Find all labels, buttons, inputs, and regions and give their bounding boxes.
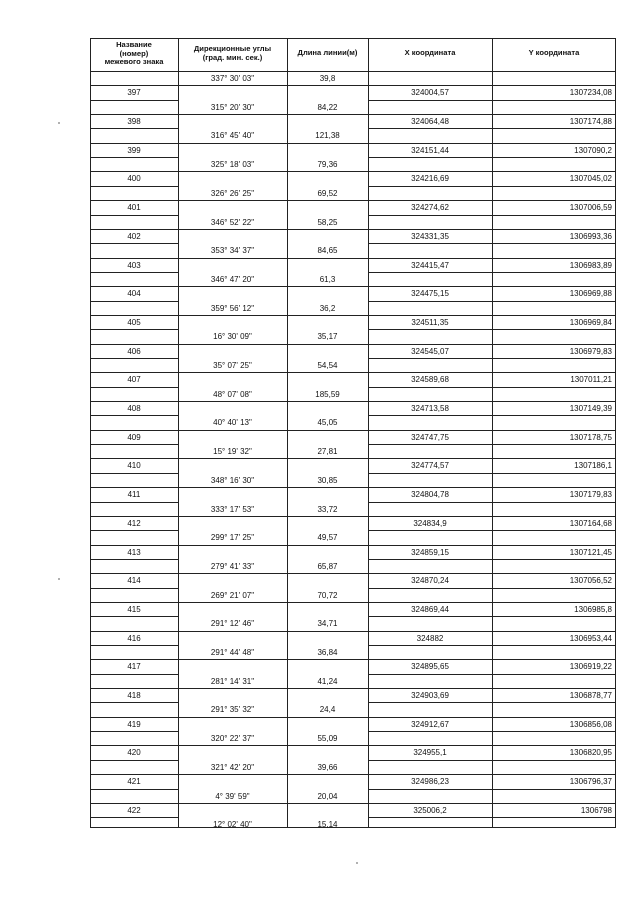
point-divider-xy xyxy=(368,645,616,646)
segment-divider xyxy=(178,602,368,603)
point-divider-name xyxy=(90,760,178,761)
point-name-cell: 405 xyxy=(127,317,141,327)
point-divider-xy xyxy=(368,286,616,287)
point-divider-name xyxy=(90,372,178,373)
x-coordinate-cell: 324869,44 xyxy=(411,604,449,614)
point-divider-name xyxy=(90,516,178,517)
line-length-cell: 33,72 xyxy=(317,504,338,514)
point-divider-xy xyxy=(368,301,616,302)
y-coordinate-cell: 1307186,1 xyxy=(574,461,612,471)
point-name-cell: 403 xyxy=(127,260,141,270)
line-length-cell: 36,2 xyxy=(319,303,336,313)
header-point-name xyxy=(90,41,178,67)
x-coordinate-cell: 324064,48 xyxy=(411,117,449,127)
point-name-cell: 412 xyxy=(127,518,141,528)
header-point-name-line: Название xyxy=(116,40,152,49)
point-name-cell: 413 xyxy=(127,547,141,557)
point-name-cell: 407 xyxy=(127,375,141,385)
x-coordinate-cell: 324216,69 xyxy=(411,174,449,184)
x-coordinate-cell: 324274,62 xyxy=(411,203,449,213)
x-coordinate-cell: 324870,24 xyxy=(411,576,449,586)
y-coordinate-cell: 1307006,59 xyxy=(569,203,612,213)
point-divider-xy xyxy=(368,258,616,259)
point-divider-xy xyxy=(368,344,616,345)
y-coordinate-cell: 1306820,95 xyxy=(569,748,612,758)
point-divider-xy xyxy=(368,430,616,431)
point-divider-xy xyxy=(368,659,616,660)
line-length-cell: 54,54 xyxy=(317,361,338,370)
line-length-cell: 36,84 xyxy=(317,648,338,657)
line-length-cell: 24,4 xyxy=(319,705,336,715)
y-coordinate-cell: 1307045,02 xyxy=(569,174,612,184)
point-divider-xy xyxy=(368,717,616,718)
point-divider-xy xyxy=(368,473,616,474)
point-name-cell: 397 xyxy=(127,88,141,98)
line-length-cell: 55,09 xyxy=(317,734,338,744)
point-divider-xy xyxy=(368,329,616,330)
point-divider-name xyxy=(90,344,178,345)
point-name-cell: 406 xyxy=(127,346,141,356)
line-length-cell: 185,59 xyxy=(315,389,340,399)
line-length-cell: 61,3 xyxy=(319,274,336,284)
y-coordinate-cell: 1307164,68 xyxy=(569,518,612,528)
point-divider-name xyxy=(90,645,178,646)
x-coordinate-cell: 324545,07 xyxy=(411,346,449,356)
x-coordinate-cell: 324882 xyxy=(416,633,444,643)
direction-angle-cell: 48° 07' 08" xyxy=(213,389,252,399)
segment-divider xyxy=(178,631,368,632)
direction-angle-cell: 315° 20' 30" xyxy=(210,102,255,112)
point-divider-name xyxy=(90,631,178,632)
segment-divider xyxy=(178,114,368,115)
x-coordinate-cell: 324912,67 xyxy=(411,719,449,729)
point-name-cell: 419 xyxy=(127,719,141,729)
segment-divider xyxy=(178,487,368,488)
line-length-cell: 58,25 xyxy=(317,217,338,227)
segment-divider xyxy=(178,344,368,345)
point-divider-name xyxy=(90,401,178,402)
direction-angle-cell: 325° 18' 03" xyxy=(210,160,255,170)
direction-angle-cell: 291° 35' 32" xyxy=(210,705,255,715)
point-divider-xy xyxy=(368,559,616,560)
direction-angle-cell: 337° 30' 03" xyxy=(210,74,255,83)
point-name-cell: 417 xyxy=(127,662,141,672)
y-coordinate-cell: 1306985,8 xyxy=(574,604,612,614)
segment-divider xyxy=(178,745,368,746)
x-coordinate-cell: 324986,23 xyxy=(411,777,449,787)
point-divider-xy xyxy=(368,85,616,86)
direction-angle-cell: 353° 34' 37" xyxy=(210,246,255,256)
point-divider-xy xyxy=(368,444,616,445)
y-coordinate-cell: 1307090,2 xyxy=(574,145,612,155)
line-length-cell: 79,36 xyxy=(317,160,338,170)
point-divider-xy xyxy=(368,530,616,531)
header-direction-angles-line: Дирекционные углы xyxy=(193,44,272,53)
segment-divider xyxy=(178,401,368,402)
point-divider-name xyxy=(90,215,178,216)
point-divider-name xyxy=(90,415,178,416)
direction-angle-cell: 299° 17' 25" xyxy=(210,533,255,543)
segment-divider xyxy=(178,229,368,230)
point-divider-name xyxy=(90,530,178,531)
point-divider-name xyxy=(90,143,178,144)
y-coordinate-cell: 1307178,75 xyxy=(569,432,612,442)
point-divider-xy xyxy=(368,157,616,158)
point-divider-name xyxy=(90,358,178,359)
y-coordinate-cell: 1306919,22 xyxy=(569,662,612,672)
header-y-coordinate: Y координата xyxy=(528,48,580,57)
point-name-cell: 421 xyxy=(127,777,141,787)
point-divider-name xyxy=(90,444,178,445)
line-length-cell: 39,66 xyxy=(317,762,338,772)
line-length-cell: 49,57 xyxy=(317,533,338,543)
y-coordinate-cell: 1307179,83 xyxy=(569,490,612,500)
table-top-border xyxy=(90,38,616,39)
point-divider-name xyxy=(90,128,178,129)
y-coordinate-cell: 1306798 xyxy=(580,805,612,815)
x-coordinate-cell: 324589,68 xyxy=(411,375,449,385)
segment-divider xyxy=(178,458,368,459)
header-point-name-line: (номер) xyxy=(119,48,149,58)
y-coordinate-cell: 1306856,08 xyxy=(569,719,612,729)
x-coordinate-cell: 324151,44 xyxy=(411,145,449,155)
line-length-cell: 30,85 xyxy=(317,475,338,485)
point-name-cell: 414 xyxy=(127,576,141,586)
point-divider-name xyxy=(90,559,178,560)
point-divider-name xyxy=(90,473,178,474)
point-divider-name xyxy=(90,745,178,746)
line-length-cell: 69,52 xyxy=(317,188,338,198)
segment-divider xyxy=(178,171,368,172)
segment-divider xyxy=(178,85,368,86)
point-divider-name xyxy=(90,286,178,287)
segment-divider xyxy=(178,315,368,316)
direction-angle-cell: 15° 19' 32" xyxy=(213,447,252,457)
segment-divider xyxy=(178,286,368,287)
segment-divider xyxy=(178,200,368,201)
point-divider-name xyxy=(90,588,178,589)
y-coordinate-cell: 1306979,83 xyxy=(569,346,612,356)
point-divider-xy xyxy=(368,588,616,589)
y-coordinate-cell: 1306953,44 xyxy=(569,633,612,643)
point-divider-name xyxy=(90,157,178,158)
x-coordinate-cell: 324804,78 xyxy=(411,490,449,500)
x-coordinate-cell: 324713,58 xyxy=(411,404,449,414)
direction-angle-cell: 291° 12' 46" xyxy=(210,619,255,629)
line-length-cell: 35,17 xyxy=(317,332,338,342)
point-divider-xy xyxy=(368,358,616,359)
y-coordinate-cell: 1306969,88 xyxy=(569,289,612,299)
point-name-cell: 400 xyxy=(127,174,141,184)
segment-divider xyxy=(178,372,368,373)
y-coordinate-cell: 1307121,45 xyxy=(569,547,612,557)
point-name-cell: 416 xyxy=(127,633,141,643)
point-divider-name xyxy=(90,674,178,675)
point-divider-name xyxy=(90,315,178,316)
y-coordinate-cell: 1306878,77 xyxy=(569,691,612,701)
point-divider-xy xyxy=(368,803,616,804)
segment-divider xyxy=(178,717,368,718)
point-divider-xy xyxy=(368,243,616,244)
point-divider-name xyxy=(90,171,178,172)
line-length-cell: 27,81 xyxy=(317,447,338,457)
point-divider-name xyxy=(90,502,178,503)
y-coordinate-cell: 1307174,88 xyxy=(569,117,612,127)
y-coordinate-cell: 1306993,36 xyxy=(569,231,612,241)
direction-angle-cell: 346° 47' 20" xyxy=(210,274,255,284)
point-divider-xy xyxy=(368,401,616,402)
line-length-cell: 20,04 xyxy=(317,791,338,801)
direction-angle-cell: 320° 22' 37" xyxy=(210,734,255,744)
segment-divider xyxy=(178,430,368,431)
point-divider-xy xyxy=(368,631,616,632)
x-coordinate-cell: 325006,2 xyxy=(413,805,447,815)
point-divider-xy xyxy=(368,114,616,115)
direction-angle-cell: 269° 21' 07" xyxy=(210,590,255,600)
point-divider-xy xyxy=(368,688,616,689)
line-length-cell: 70,72 xyxy=(317,590,338,600)
point-divider-xy xyxy=(368,229,616,230)
direction-angle-cell: 348° 16' 30" xyxy=(210,475,255,485)
point-divider-name xyxy=(90,100,178,101)
point-divider-name xyxy=(90,717,178,718)
point-divider-xy xyxy=(368,502,616,503)
point-name-cell: 409 xyxy=(127,432,141,442)
line-length-cell: 121,38 xyxy=(315,131,340,141)
x-coordinate-cell: 324475,15 xyxy=(411,289,449,299)
point-divider-name xyxy=(90,272,178,273)
point-divider-xy xyxy=(368,415,616,416)
table-header-divider xyxy=(90,71,616,72)
point-name-cell: 404 xyxy=(127,289,141,299)
y-coordinate-cell: 1307056,52 xyxy=(569,576,612,586)
point-divider-xy xyxy=(368,171,616,172)
point-divider-xy xyxy=(368,674,616,675)
x-coordinate-cell: 324834,9 xyxy=(413,518,447,528)
direction-angle-cell: 333° 17' 53" xyxy=(210,504,255,514)
segment-divider xyxy=(178,573,368,574)
segment-divider xyxy=(178,659,368,660)
point-divider-name xyxy=(90,243,178,244)
header-direction-angles xyxy=(178,45,287,62)
direction-angle-cell: 279° 41' 33" xyxy=(210,561,255,571)
header-direction-angles-line: (град. мин. сек.) xyxy=(202,52,263,62)
x-coordinate-cell: 324955,1 xyxy=(413,748,447,758)
point-divider-name xyxy=(90,688,178,689)
point-name-cell: 408 xyxy=(127,404,141,414)
point-divider-name xyxy=(90,301,178,302)
point-divider-xy xyxy=(368,315,616,316)
point-divider-name xyxy=(90,200,178,201)
point-divider-xy xyxy=(368,745,616,746)
point-divider-xy xyxy=(368,200,616,201)
point-divider-xy xyxy=(368,387,616,388)
header-x-coordinate: X координата xyxy=(404,48,456,57)
point-divider-xy xyxy=(368,789,616,790)
point-divider-name xyxy=(90,329,178,330)
point-divider-xy xyxy=(368,817,616,818)
line-length-cell: 41,24 xyxy=(317,676,338,686)
point-divider-xy xyxy=(368,545,616,546)
point-divider-name xyxy=(90,85,178,86)
point-name-cell: 415 xyxy=(127,604,141,614)
point-name-cell: 401 xyxy=(127,203,141,213)
direction-angle-cell: 359° 56' 12" xyxy=(210,303,255,313)
x-coordinate-cell: 324903,69 xyxy=(411,691,449,701)
point-name-cell: 410 xyxy=(127,461,141,471)
x-coordinate-cell: 324331,35 xyxy=(411,231,449,241)
point-divider-name xyxy=(90,731,178,732)
y-coordinate-cell: 1306983,89 xyxy=(569,260,612,270)
point-name-cell: 398 xyxy=(127,117,141,127)
line-length-cell: 84,65 xyxy=(317,246,338,256)
line-length-cell: 15,14 xyxy=(317,820,338,830)
line-length-cell: 45,05 xyxy=(317,418,338,428)
segment-divider xyxy=(178,688,368,689)
scan-speck xyxy=(58,122,60,124)
header-line-length: Длина линии(м) xyxy=(297,48,358,57)
y-coordinate-cell: 1307149,39 xyxy=(569,404,612,414)
point-divider-name xyxy=(90,602,178,603)
x-coordinate-cell: 324895,65 xyxy=(411,662,449,672)
point-name-cell: 420 xyxy=(127,748,141,758)
point-divider-name xyxy=(90,659,178,660)
point-divider-name xyxy=(90,702,178,703)
x-coordinate-cell: 324004,57 xyxy=(411,88,449,98)
point-divider-name xyxy=(90,616,178,617)
point-divider-xy xyxy=(368,458,616,459)
point-divider-xy xyxy=(368,128,616,129)
line-length-cell: 84,22 xyxy=(317,102,338,112)
segment-divider xyxy=(178,143,368,144)
line-length-cell: 39,8 xyxy=(319,74,336,83)
point-divider-xy xyxy=(368,731,616,732)
scan-speck xyxy=(58,578,60,580)
point-divider-name xyxy=(90,803,178,804)
point-divider-xy xyxy=(368,186,616,187)
x-coordinate-cell: 324415,47 xyxy=(411,260,449,270)
point-name-cell: 422 xyxy=(127,805,141,815)
point-name-cell: 418 xyxy=(127,691,141,701)
point-divider-xy xyxy=(368,616,616,617)
direction-angle-cell: 291° 44' 48" xyxy=(210,648,255,657)
point-divider-xy xyxy=(368,702,616,703)
line-length-cell: 34,71 xyxy=(317,619,338,629)
point-divider-name xyxy=(90,458,178,459)
direction-angle-cell: 16° 30' 09" xyxy=(213,332,252,342)
point-divider-name xyxy=(90,186,178,187)
point-divider-xy xyxy=(368,602,616,603)
point-divider-xy xyxy=(368,215,616,216)
direction-angle-cell: 326° 26' 25" xyxy=(210,188,255,198)
point-divider-name xyxy=(90,114,178,115)
y-coordinate-cell: 1306969,84 xyxy=(569,317,612,327)
point-divider-name xyxy=(90,774,178,775)
point-divider-name xyxy=(90,430,178,431)
point-divider-name xyxy=(90,789,178,790)
segment-divider xyxy=(178,545,368,546)
point-divider-name xyxy=(90,487,178,488)
x-coordinate-cell: 324747,75 xyxy=(411,432,449,442)
point-divider-xy xyxy=(368,774,616,775)
point-divider-xy xyxy=(368,516,616,517)
point-divider-xy xyxy=(368,272,616,273)
point-divider-xy xyxy=(368,760,616,761)
y-coordinate-cell: 1307234,08 xyxy=(569,88,612,98)
point-divider-name xyxy=(90,545,178,546)
direction-angle-cell: 35° 07' 25" xyxy=(213,361,252,370)
point-divider-xy xyxy=(368,100,616,101)
direction-angle-cell: 316° 45' 40" xyxy=(210,131,255,141)
y-coordinate-cell: 1306796,37 xyxy=(569,777,612,787)
segment-divider xyxy=(178,803,368,804)
direction-angle-cell: 346° 52' 22" xyxy=(210,217,255,227)
point-divider-name xyxy=(90,229,178,230)
scan-speck xyxy=(356,862,358,864)
direction-angle-cell: 321° 42' 20" xyxy=(210,762,255,772)
header-point-name-line: межевого знака xyxy=(104,57,164,66)
point-divider-xy xyxy=(368,143,616,144)
x-coordinate-cell: 324859,15 xyxy=(411,547,449,557)
y-coordinate-cell: 1307011,21 xyxy=(570,375,612,385)
x-coordinate-cell: 324774,57 xyxy=(411,461,449,471)
point-divider-name xyxy=(90,573,178,574)
point-divider-xy xyxy=(368,573,616,574)
point-divider-xy xyxy=(368,487,616,488)
direction-angle-cell: 4° 39' 59" xyxy=(215,791,250,801)
boundary-points-table xyxy=(90,38,616,828)
point-divider-name xyxy=(90,387,178,388)
direction-angle-cell: 40° 40' 13" xyxy=(213,418,252,428)
direction-angle-cell: 12° 02' 40" xyxy=(213,820,252,830)
segment-divider xyxy=(178,516,368,517)
segment-divider xyxy=(178,258,368,259)
point-name-cell: 399 xyxy=(127,145,141,155)
line-length-cell: 65,87 xyxy=(317,561,338,571)
x-coordinate-cell: 324511,35 xyxy=(411,317,449,327)
point-divider-xy xyxy=(368,372,616,373)
point-name-cell: 402 xyxy=(127,231,141,241)
point-name-cell: 411 xyxy=(127,490,141,500)
segment-divider xyxy=(178,774,368,775)
direction-angle-cell: 281° 14' 31" xyxy=(210,676,255,686)
point-divider-name xyxy=(90,817,178,818)
point-divider-name xyxy=(90,258,178,259)
